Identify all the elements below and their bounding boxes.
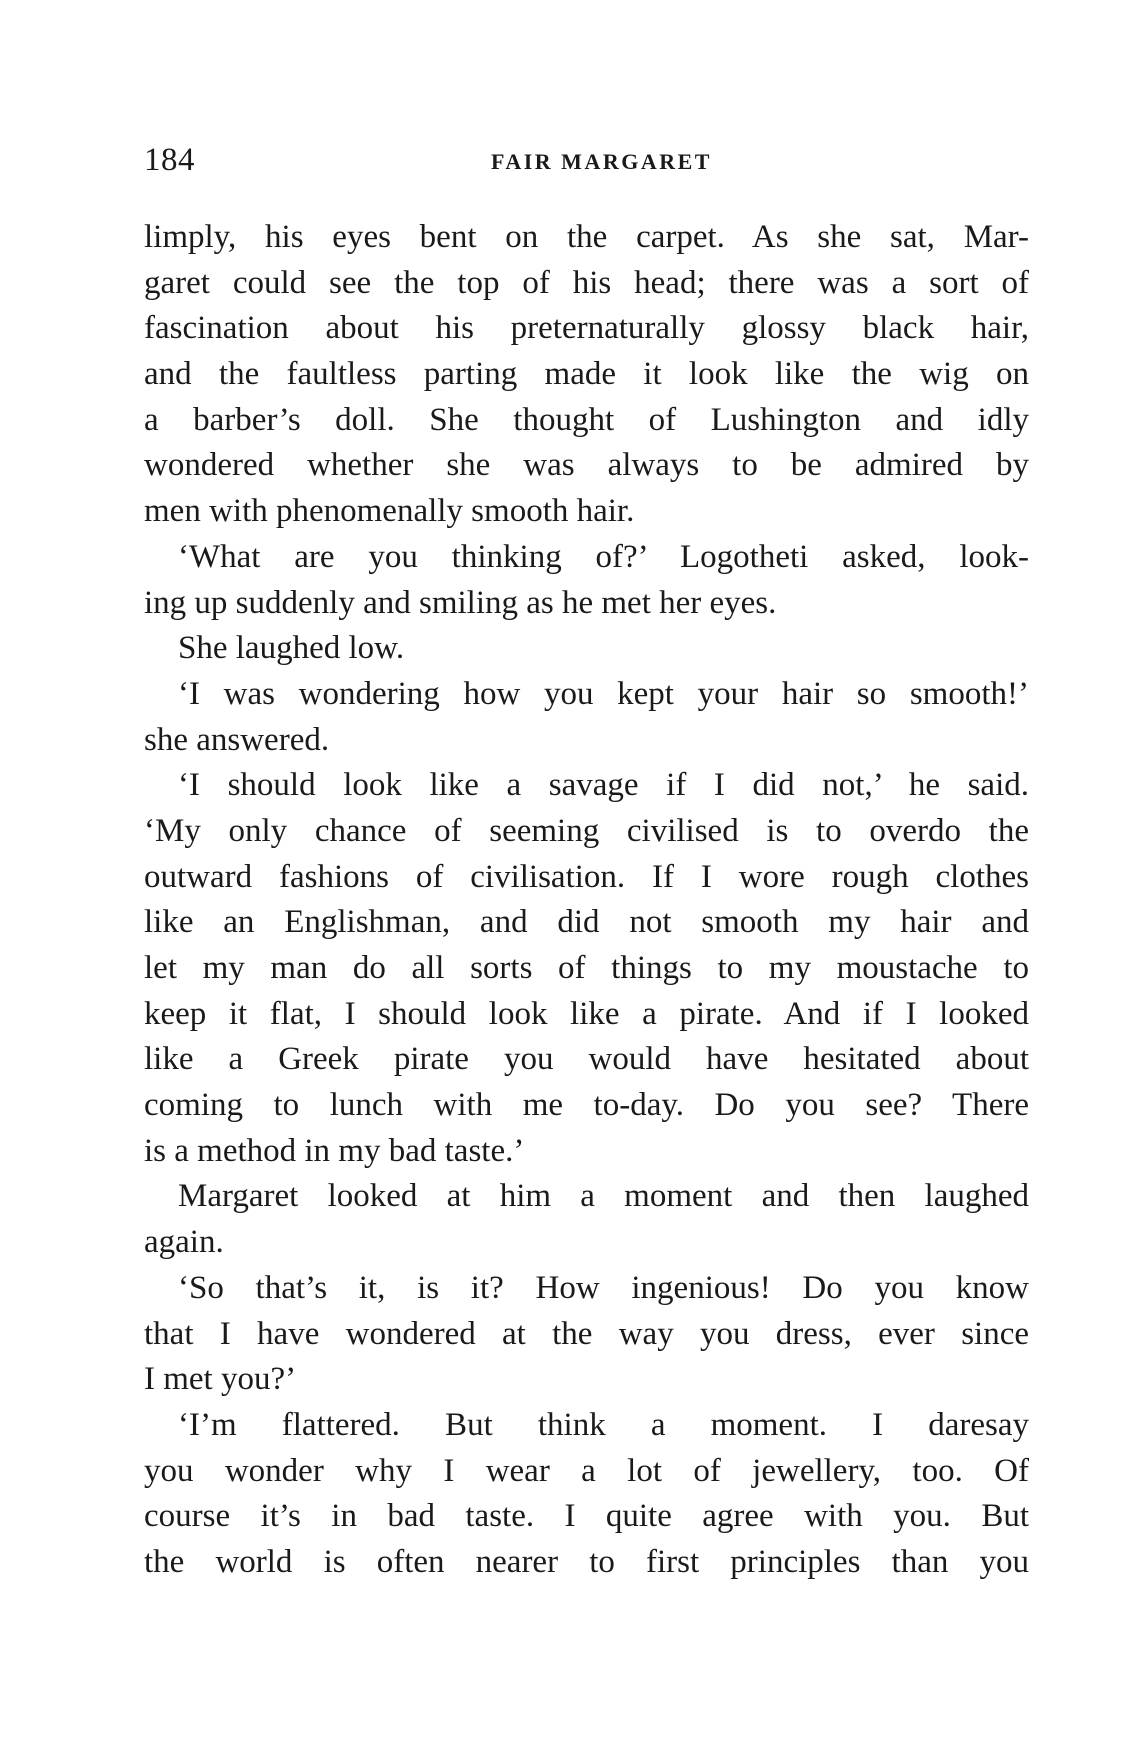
text-line: ‘What are you thinking of?’ Logotheti asked, look- <box>178 538 1029 575</box>
text-line: coming to lunch with me to-day. Do you see? There <box>144 1087 1029 1124</box>
text-line: again. <box>144 1224 224 1261</box>
text-line: ‘I’m flattered. But think a moment. I daresay <box>178 1406 1029 1443</box>
text-line: outward fashions of civilisation. If I wore rough clothes <box>144 858 1029 895</box>
text-line: like a Greek pirate you would have hesitated about <box>144 1041 1029 1078</box>
running-title: FAIR MARGARET <box>491 149 712 174</box>
page-number: 184 <box>144 142 195 178</box>
text-line: like an Englishman, and did not smooth my hair and <box>144 904 1029 941</box>
text-line: let my man do all sorts of things to my moustache to <box>144 950 1029 986</box>
text-line: ‘I was wondering how you kept your hair so smooth!’ <box>178 675 1029 712</box>
text-line: course it’s in bad taste. I quite agree with you. But <box>144 1498 1029 1535</box>
text-line: She laughed low. <box>178 630 405 667</box>
text-line: you wonder why I wear a lot of jewellery, too. Of <box>144 1452 1029 1489</box>
text-line: wondered whether she was always to be admired by <box>144 447 1029 484</box>
text-line: garet could see the top of his head; there was a sort of <box>144 264 1029 301</box>
text-line: fascination about his preternaturally glossy black hair, <box>144 310 1029 347</box>
text-line: men with phenomenally smooth hair. <box>144 493 635 530</box>
text-line: the world is often nearer to first principles than you <box>144 1543 1029 1580</box>
running-head <box>144 140 1029 180</box>
text-line: limply, his eyes bent on the carpet. As she sat, Mar- <box>144 219 1029 255</box>
text-line: ing up suddenly and smiling as he met her eyes. <box>144 584 777 621</box>
body-text <box>144 215 1029 1586</box>
text-line: Margaret looked at him a moment and then laughed <box>178 1178 1029 1215</box>
text-line: she answered. <box>144 721 330 758</box>
text-line: ‘I should look like a savage if I did not,’ he said. <box>178 767 1029 804</box>
text-line: ‘My only chance of seeming civilised is to overdo the <box>144 812 1029 849</box>
text-line: that I have wondered at the way you dress, ever since <box>144 1315 1029 1352</box>
text-line: a barber’s doll. She thought of Lushington and idly <box>144 401 1029 438</box>
text-line: I met you?’ <box>144 1361 297 1398</box>
text-line: and the faultless parting made it look like the wig on <box>144 356 1029 393</box>
text-line: ‘So that’s it, is it? How ingenious! Do you know <box>178 1269 1029 1306</box>
text-line: is a method in my bad taste.’ <box>144 1132 525 1169</box>
text-line: keep it flat, I should look like a pirate. And if I looked <box>144 995 1029 1032</box>
